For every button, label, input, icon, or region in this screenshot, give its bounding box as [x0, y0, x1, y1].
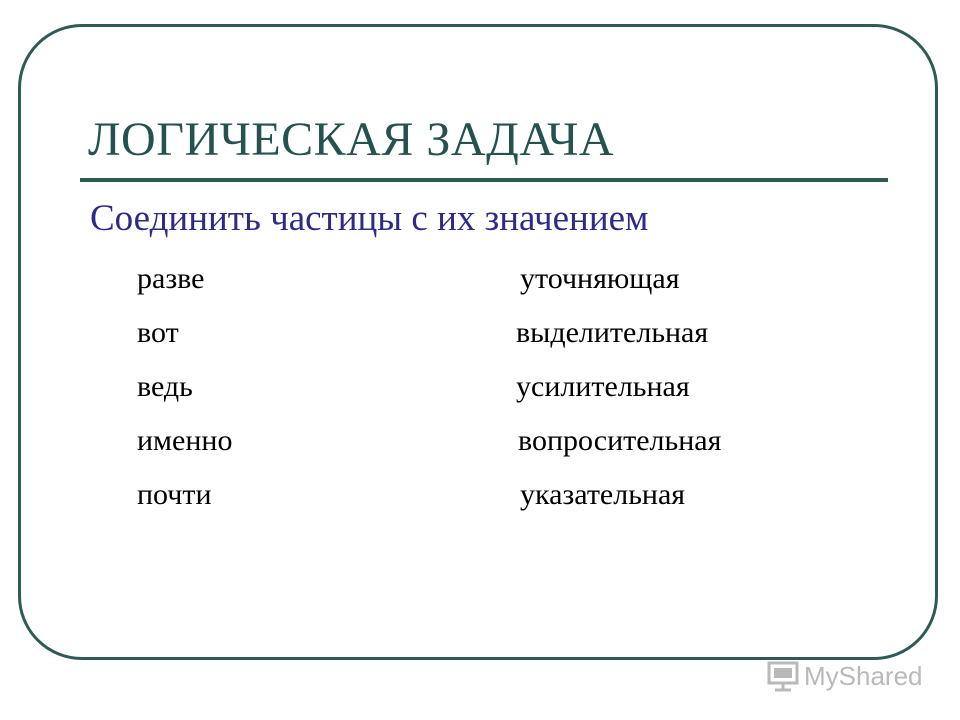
watermark — [766, 656, 923, 696]
slide-subtitle: Соединить частицы с их значением — [90, 198, 649, 239]
particle-item: разве — [137, 262, 205, 295]
watermark-text: MyShared — [804, 660, 923, 691]
meaning-item: указательная — [520, 478, 686, 511]
particle-item: ведь — [137, 370, 193, 403]
particle-item: именно — [137, 424, 233, 457]
meaning-item: усилительная — [516, 370, 690, 403]
meaning-item: вопросительная — [518, 424, 722, 457]
presentation-icon — [766, 659, 800, 693]
title-underline — [80, 178, 888, 182]
meaning-item: выделительная — [516, 316, 709, 349]
particle-item: почти — [137, 478, 212, 511]
slide-title: ЛОГИЧЕСКАЯ ЗАДАЧА — [88, 113, 615, 166]
meaning-item: уточняющая — [520, 262, 680, 295]
particle-item: вот — [137, 316, 179, 349]
